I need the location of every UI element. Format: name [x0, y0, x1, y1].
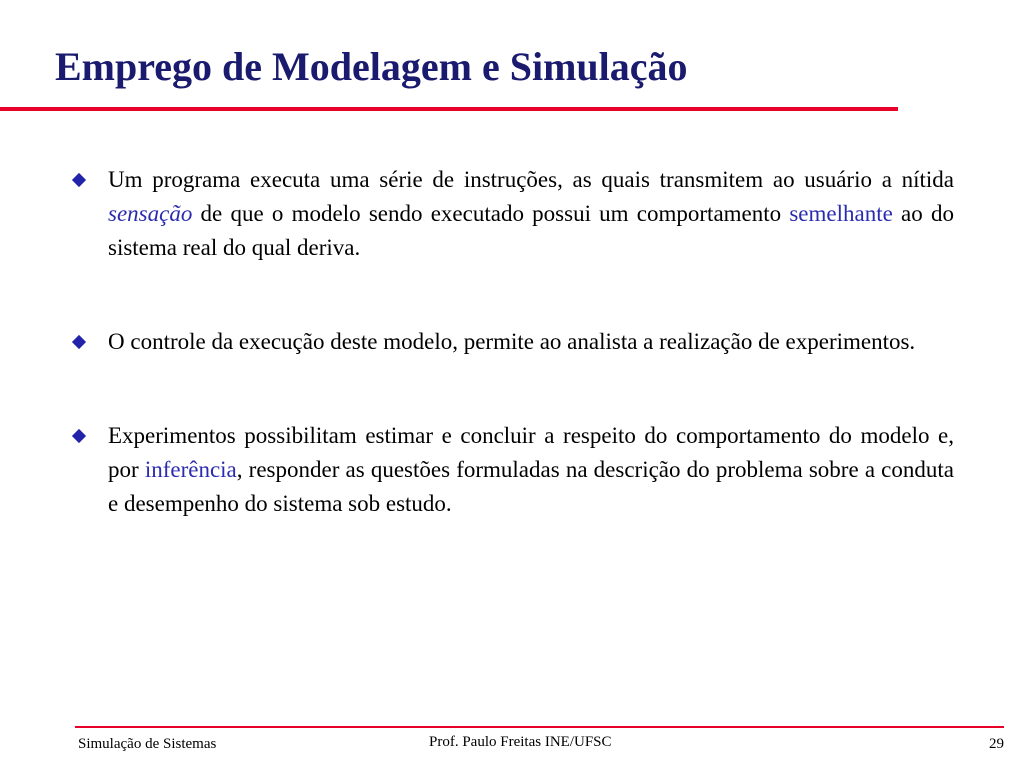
highlighted-term: semelhante [789, 201, 893, 226]
footer-author: Prof. Paulo Freitas INE/UFSC [429, 734, 612, 750]
footer-course: Simulação de Sistemas [78, 736, 217, 752]
bullet-text: ao do sistema real do qual deriva. [108, 201, 954, 260]
bullet-item-3 [68, 419, 954, 521]
diamond-bullet-icon [72, 335, 86, 349]
title-divider [0, 107, 898, 111]
bullet-text: , responder as questões formuladas na descrição do problema sobre a conduta e desempenho do sistema sob estudo. [108, 457, 954, 516]
bullet-text: O controle da execução deste modelo, permite ao analista a realização de experimentos. [108, 329, 916, 354]
bullet-text: Experimentos possibilitam estimar e concluir a respeito do comportamento do modelo e, por [108, 423, 954, 482]
diamond-bullet-icon [72, 173, 86, 187]
bullet-item-2 [68, 325, 954, 359]
bullet-text: de que o modelo sendo executado possui um comportamento [192, 201, 790, 226]
footer-divider [75, 726, 1004, 728]
bullet-item-1 [68, 163, 954, 265]
highlighted-term: inferência [144, 457, 237, 482]
page-number: 29 [989, 736, 1004, 752]
diamond-bullet-icon [72, 429, 86, 443]
highlighted-term: sensação [108, 201, 193, 226]
slide-title: Emprego de Modelagem e Simulação [55, 44, 688, 89]
bullet-list [68, 163, 954, 521]
bullet-text: Um programa executa uma série de instruções, as quais transmitem ao usuário a nítida [108, 167, 954, 192]
